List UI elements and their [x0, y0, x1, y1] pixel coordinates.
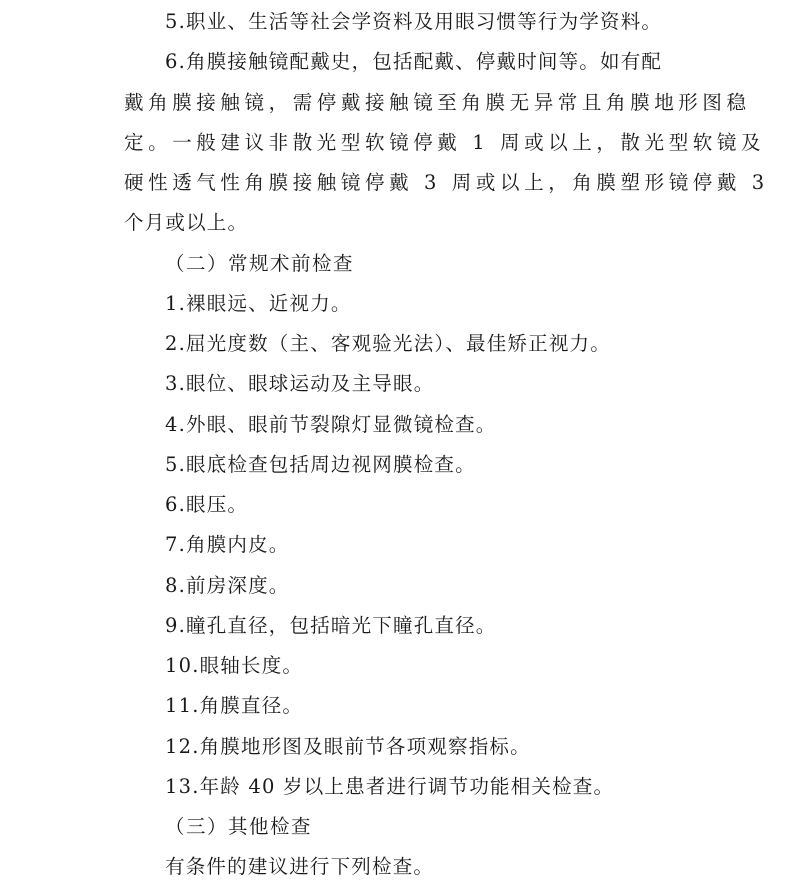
section-heading-routine-exams: （二）常规术前检查 — [165, 252, 355, 275]
paragraph-line-continuation: 戴角膜接触镜，需停戴接触镜至角膜无异常且角膜地形图稳 — [124, 91, 751, 114]
list-item: 3.眼位、眼球运动及主导眼。 — [165, 372, 435, 395]
list-item: 6.眼压。 — [165, 493, 249, 516]
paragraph-line-item-5: 5.职业、生活等社会学资料及用眼习惯等行为学资料。 — [165, 10, 663, 33]
list-item: 13.年龄 40 岁以上患者进行调节功能相关检查。 — [165, 775, 615, 798]
list-item: 8.前房深度。 — [165, 574, 290, 597]
paragraph-line: 有条件的建议进行下列检查。 — [165, 855, 435, 878]
list-item: 2.屈光度数（主、客观验光法）、最佳矫正视力。 — [165, 332, 611, 355]
paragraph-line-item-6: 6.角膜接触镜配戴史，包括配戴、停戴时间等。如有配 — [165, 50, 663, 73]
list-item: 9.瞳孔直径，包括暗光下瞳孔直径。 — [165, 614, 497, 637]
list-item: 5.眼底检查包括周边视网膜检查。 — [165, 453, 476, 476]
list-item: 4.外眼、眼前节裂隙灯显微镜检查。 — [165, 413, 497, 436]
paragraph-line-continuation: 硬性透气性角膜接触镜停戴 3 周或以上，角膜塑形镜停戴 3 — [124, 171, 769, 194]
list-item: 12.角膜地形图及眼前节各项观察指标。 — [165, 735, 531, 758]
list-item: 7.角膜内皮。 — [165, 533, 290, 556]
list-item: 1.裸眼远、近视力。 — [165, 292, 352, 315]
paragraph-line-continuation: 定。一般建议非散光型软镜停戴 1 周或以上，散光型软镜及 — [124, 131, 766, 154]
list-item: 10.眼轴长度。 — [165, 654, 304, 677]
paragraph-line-continuation: 个月或以上。 — [124, 211, 249, 234]
list-item: 11.角膜直径。 — [165, 694, 304, 717]
section-heading-other-exams: （三）其他检查 — [165, 815, 313, 838]
